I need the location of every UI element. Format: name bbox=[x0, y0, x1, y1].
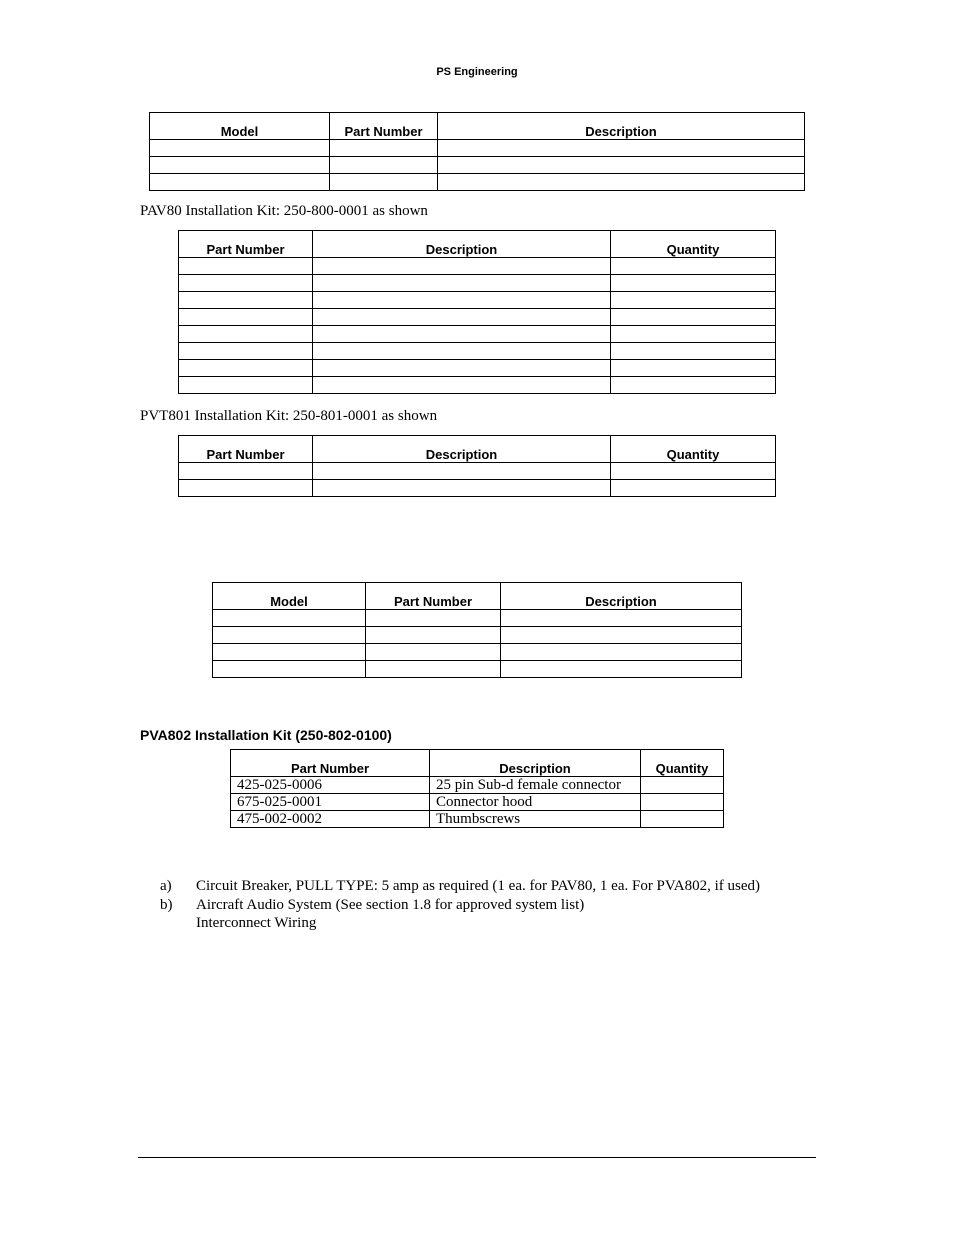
page-header: PS Engineering bbox=[436, 66, 518, 78]
table-cell bbox=[313, 360, 611, 377]
list-item bbox=[160, 896, 760, 915]
table-row bbox=[179, 292, 776, 309]
table-cell bbox=[611, 292, 776, 309]
table-cell bbox=[366, 644, 501, 661]
table-cell bbox=[611, 275, 776, 292]
column-header: Model bbox=[213, 583, 366, 610]
list-text: Aircraft Audio System (See section 1.8 for approved system list) bbox=[196, 896, 585, 913]
table-row bbox=[179, 463, 776, 480]
table-header-row bbox=[150, 113, 805, 140]
table-row bbox=[179, 275, 776, 292]
column-header: Part Number bbox=[179, 436, 313, 463]
table-cell bbox=[330, 140, 438, 157]
table-cell: Thumbscrews bbox=[430, 811, 641, 828]
table-cell bbox=[641, 794, 724, 811]
column-header: Description bbox=[438, 113, 805, 140]
table-cell bbox=[313, 326, 611, 343]
table-cell bbox=[611, 480, 776, 497]
table-cell bbox=[611, 377, 776, 394]
table-cell bbox=[501, 661, 742, 678]
models-table-1 bbox=[149, 112, 805, 191]
table-header-row bbox=[231, 750, 724, 777]
table-cell bbox=[366, 627, 501, 644]
table-cell bbox=[438, 157, 805, 174]
table-cell bbox=[213, 644, 366, 661]
footer-divider bbox=[138, 1157, 816, 1158]
table-cell bbox=[179, 326, 313, 343]
table-cell bbox=[213, 661, 366, 678]
list-text: Interconnect Wiring bbox=[196, 915, 317, 931]
table-cell bbox=[150, 157, 330, 174]
table-row bbox=[213, 661, 742, 678]
list-marker: b) bbox=[160, 896, 173, 913]
table-cell bbox=[179, 463, 313, 480]
table-row bbox=[150, 157, 805, 174]
table-header-row bbox=[213, 583, 742, 610]
table-row bbox=[213, 644, 742, 661]
list-item bbox=[160, 914, 760, 933]
table-cell bbox=[213, 627, 366, 644]
column-header: Quantity bbox=[611, 436, 776, 463]
column-header: Description bbox=[501, 583, 742, 610]
table-cell bbox=[611, 309, 776, 326]
pva802-kit-caption: PVA802 Installation Kit (250-802-0100) bbox=[140, 727, 392, 743]
table-header-row bbox=[179, 231, 776, 258]
table-cell: 425-025-0006 bbox=[231, 777, 430, 794]
column-header: Quantity bbox=[611, 231, 776, 258]
list-text: Circuit Breaker, PULL TYPE: 5 amp as required (1 ea. for PAV80, 1 ea. For PVA802, if used) bbox=[196, 878, 761, 894]
list-item bbox=[160, 877, 760, 896]
list-marker bbox=[160, 914, 196, 933]
table-row bbox=[179, 360, 776, 377]
table-cell bbox=[313, 258, 611, 275]
table-row bbox=[231, 777, 724, 794]
column-header: Model bbox=[150, 113, 330, 140]
models-table-2 bbox=[212, 582, 742, 678]
column-header: Part Number bbox=[366, 583, 501, 610]
table-cell: 675-025-0001 bbox=[231, 794, 430, 811]
column-header: Description bbox=[313, 436, 611, 463]
table-cell bbox=[313, 343, 611, 360]
table-cell bbox=[611, 463, 776, 480]
table-cell bbox=[330, 157, 438, 174]
pav80-kit-table bbox=[178, 230, 776, 394]
column-header: Part Number bbox=[330, 113, 438, 140]
column-header: Part Number bbox=[231, 750, 430, 777]
table-cell bbox=[179, 309, 313, 326]
table-cell bbox=[179, 377, 313, 394]
table-row bbox=[179, 480, 776, 497]
table-cell bbox=[501, 627, 742, 644]
table-cell: 475-002-0002 bbox=[231, 811, 430, 828]
table-cell bbox=[313, 292, 611, 309]
table-cell bbox=[313, 480, 611, 497]
table-cell bbox=[313, 377, 611, 394]
column-header: Description bbox=[313, 231, 611, 258]
table-cell bbox=[438, 174, 805, 191]
table-cell bbox=[641, 777, 724, 794]
table-cell bbox=[366, 610, 501, 627]
table-cell bbox=[179, 480, 313, 497]
column-header: Description bbox=[430, 750, 641, 777]
table-row bbox=[179, 377, 776, 394]
table-cell bbox=[438, 140, 805, 157]
table-row bbox=[150, 140, 805, 157]
table-cell bbox=[313, 309, 611, 326]
table-cell: 25 pin Sub-d female connector bbox=[430, 777, 641, 794]
table-row bbox=[213, 627, 742, 644]
table-row bbox=[213, 610, 742, 627]
table-cell bbox=[313, 463, 611, 480]
column-header: Quantity bbox=[641, 750, 724, 777]
pvt801-kit-table bbox=[178, 435, 776, 497]
table-row bbox=[179, 326, 776, 343]
table-cell bbox=[213, 610, 366, 627]
table-row bbox=[179, 258, 776, 275]
table-cell bbox=[501, 610, 742, 627]
table-row bbox=[231, 811, 724, 828]
requirements-list bbox=[160, 877, 760, 933]
table-cell bbox=[150, 140, 330, 157]
table-cell bbox=[611, 360, 776, 377]
column-header: Part Number bbox=[179, 231, 313, 258]
table-cell bbox=[501, 644, 742, 661]
table-cell bbox=[179, 292, 313, 309]
table-cell bbox=[366, 661, 501, 678]
table-cell bbox=[330, 174, 438, 191]
table-cell bbox=[611, 258, 776, 275]
pva802-kit-table bbox=[230, 749, 724, 828]
table-cell bbox=[150, 174, 330, 191]
table-cell bbox=[313, 275, 611, 292]
table-cell bbox=[611, 343, 776, 360]
table-row bbox=[231, 794, 724, 811]
table-cell: Connector hood bbox=[430, 794, 641, 811]
pvt801-kit-caption: PVT801 Installation Kit: 250-801-0001 as shown bbox=[140, 408, 438, 424]
table-header-row bbox=[179, 436, 776, 463]
table-cell bbox=[179, 343, 313, 360]
pav80-kit-caption: PAV80 Installation Kit: 250-800-0001 as shown bbox=[140, 203, 428, 219]
table-row bbox=[150, 174, 805, 191]
table-cell bbox=[179, 360, 313, 377]
table-cell bbox=[179, 258, 313, 275]
table-row bbox=[179, 343, 776, 360]
table-cell bbox=[641, 811, 724, 828]
table-row bbox=[179, 309, 776, 326]
list-marker: a) bbox=[160, 878, 172, 894]
table-cell bbox=[179, 275, 313, 292]
table-cell bbox=[611, 326, 776, 343]
